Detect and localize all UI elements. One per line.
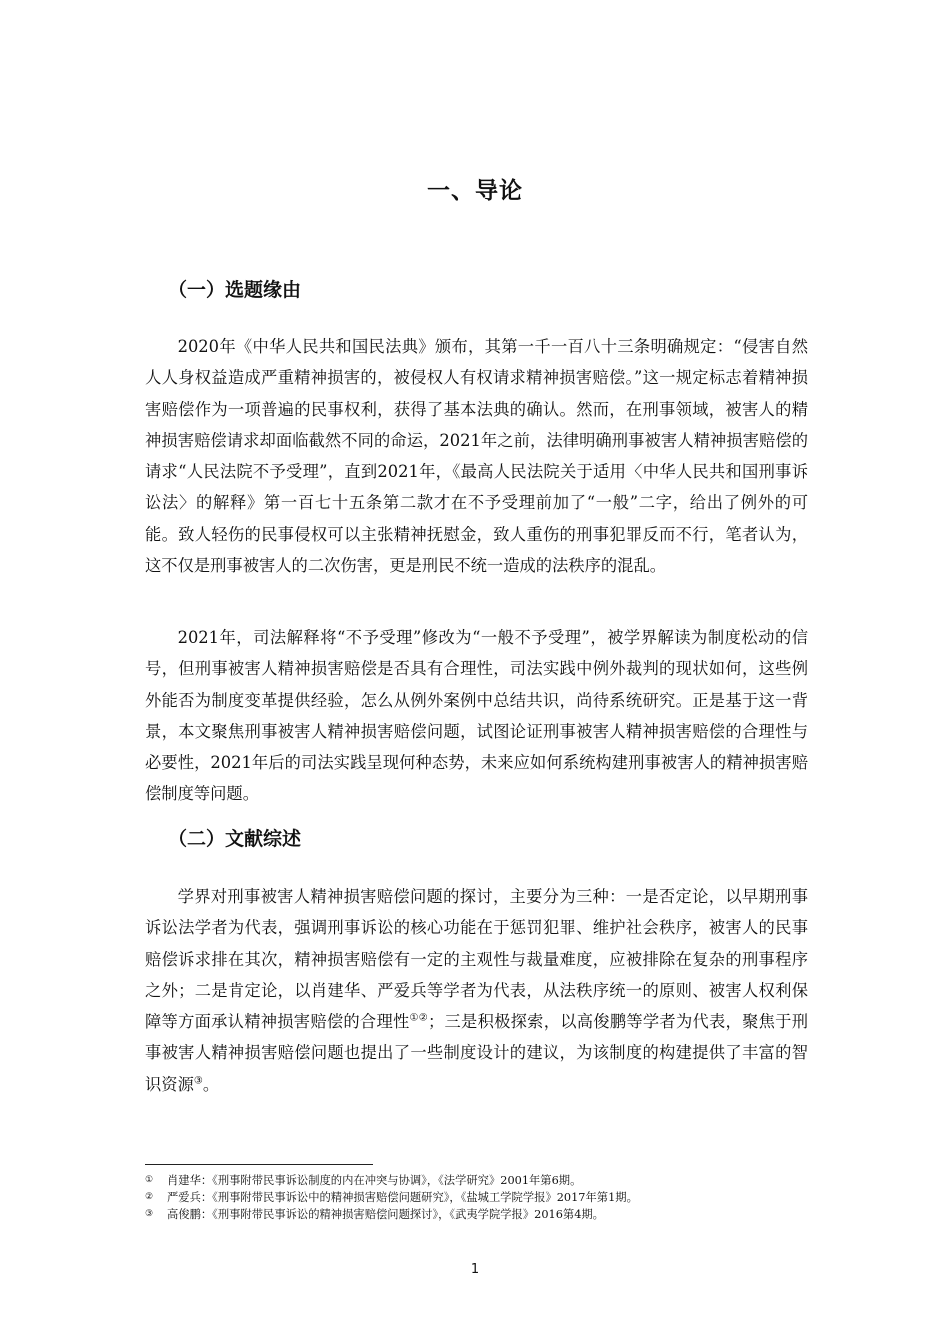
paragraph-text: 学界对刑事被害人精神损害赔偿问题的探讨，主要分为三种：一是否定论，以早期刑事诉讼法学者为代表，强调刑事诉讼的核心功能在于惩罚犯罪、维护社会秩序，被害人的民事赔偿诉求排在其次，精神损害赔偿有一定的主观性与裁量难度，应被排除在复杂的刑事程序之外；二是肯定论，以肖建华、严爱兵等学者为代表，从法秩序统一的原则、被害人权利保障等方面承认精神损害赔偿的合理性 — [145, 887, 808, 1032]
footnote-mark: ③ — [145, 1209, 154, 1219]
section-heading-literature-review: （二）文献综述 — [168, 828, 302, 850]
section-heading-topic-reason: （一）选题缘由 — [168, 279, 302, 301]
footnote-item — [145, 1172, 825, 1189]
paragraph-text: 。 — [202, 1074, 220, 1094]
footnote-text: 肖建华：《刑事附带民事诉讼制度的内在冲突与协调》，《法学研究》2001年第6期。 — [167, 1174, 582, 1187]
chapter-title: 一、导论 — [427, 178, 523, 204]
body-paragraph: 2021年，司法解释将“不予受理”修改为“一般不予受理”，被学界解读为制度松动的信号，但刑事被害人精神损害赔偿是否具有合理性，司法实践中例外裁判的现状如何，这些例外能否为制度变革提供经验，怎么从例外案例中总结共识，尚待系统研究。正是基于这一背景，本文聚焦刑事被害人精神损害赔偿问题，试图论证刑事被害人精神损害赔偿的合理性与必要性，2021年后的司法实践呈现何种态势，未来应如何系统构建刑事被害人的精神损害赔偿制度等问题。 — [145, 628, 808, 804]
body-paragraph: 2020年《中华人民共和国民法典》颁布，其第一千一百八十三条明确规定：“侵害自然人人身权益造成严重精神损害的，被侵权人有权请求精神损害赔偿。”这一规定标志着精神损害赔偿作为一项普遍的民事权利，获得了基本法典的确认。然而，在刑事领域，被害人的精神损害赔偿请求却面临截然不同的命运，2021年之前，法律明确刑事被害人精神损害赔偿的请求“人民法院不予受理”，直到2021年，《最高人民法院关于适用〈中华人民共和国刑事诉讼法〉的解释》第一百七十五条第二款才在不予受理前加了“一般”二字，给出了例外的可能。致人轻伤的民事侵权可以主张精神抚慰金，致人重伤的刑事犯罪反而不行，笔者认为，这不仅是刑事被害人的二次伤害，更是刑民不统一造成的法秩序的混乱。 — [145, 337, 808, 576]
footnote-mark: ② — [145, 1192, 154, 1202]
footnote-divider — [145, 1164, 373, 1165]
footnote-reference[interactable]: ①② — [409, 1012, 428, 1024]
page-number: 1 — [470, 1262, 480, 1277]
footnote-item — [145, 1189, 825, 1206]
footnote-text: 严爱兵：《刑事附带民事诉讼中的精神损害赔偿问题研究》，《盐城工学院学报》2017年第1期。 — [167, 1191, 638, 1204]
footnote-item — [145, 1206, 825, 1223]
footnote-text: 高俊鹏：《刑事附带民事诉讼的精神损害赔偿问题探讨》，《武夷学院学报》2016第4期。 — [167, 1208, 604, 1221]
paragraph-text: ；三是积极探索，以高俊鹏等学者为代表，聚焦于刑事被害人精神损害赔偿问题也提出了一些制度设计的建议，为该制度的构建提供了丰富的智识资源 — [145, 1012, 808, 1094]
footnote-reference[interactable]: ③ — [193, 1075, 203, 1087]
footnote-mark: ① — [145, 1175, 154, 1185]
body-paragraph — [145, 881, 808, 1100]
footnote-list — [145, 1172, 825, 1223]
